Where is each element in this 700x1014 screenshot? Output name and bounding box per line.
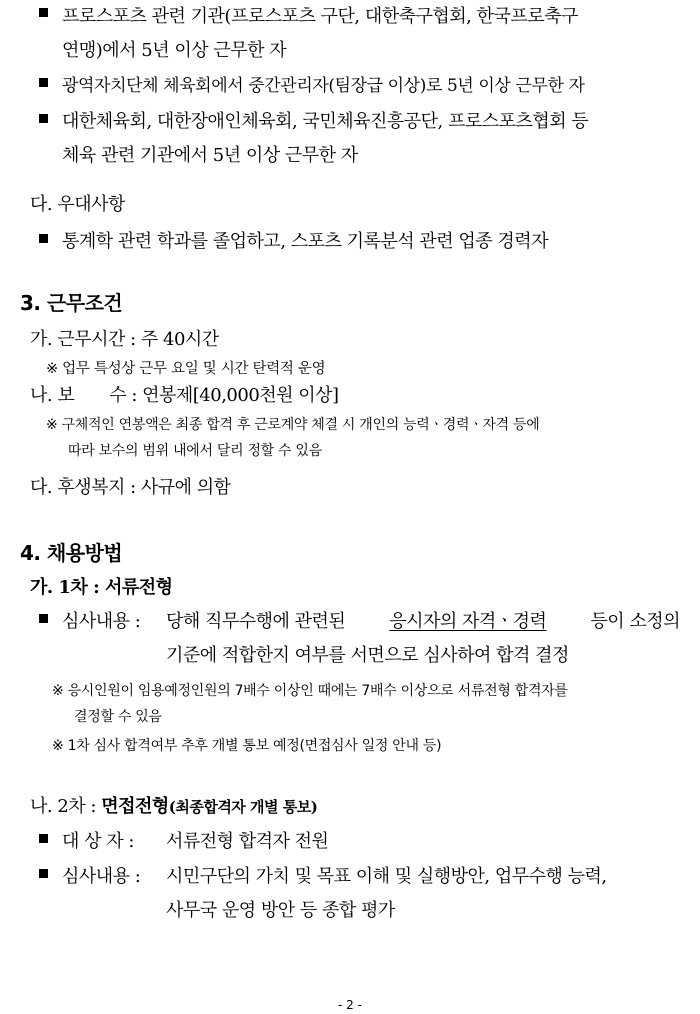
bullet-square <box>39 234 48 243</box>
stage1-content-post: 등이 소정의 <box>590 611 680 632</box>
stage2-content-line2: 사무국 운영 방안 등 종합 평가 <box>166 900 395 921</box>
bullet-square <box>39 78 48 87</box>
stage1-content-pre: 당해 직무수행에 관련된 <box>166 611 346 632</box>
stage2-target-value: 서류전형 합격자 전원 <box>166 831 329 852</box>
bullet-square <box>39 8 48 17</box>
stage1-note1-line1: ※ 응시인원이 임용예정인원의 7배수 이상인 때에는 7배수 이상으로 서류전형 합격자를 <box>52 683 568 699</box>
preference-item: 통계학 관련 학과를 졸업하고, 스포츠 기록분석 관련 업종 경력자 <box>62 231 549 252</box>
preference-heading: 다. 우대사항 <box>30 194 125 215</box>
qualification-item-1-line1: 프로스포츠 관련 기관(프로스포츠 구단, 대한축구협회, 한국프로축구 <box>62 6 578 27</box>
qualification-item-2-line1: 광역자치단체 체육회에서 중간관리자(팀장급 이상)로 5년 이상 근무한 자 <box>62 76 585 96</box>
bullet-square <box>39 114 48 123</box>
stage1-content-underlined: 응시자의 자격ㆍ경력 <box>389 611 547 632</box>
work-hours: 가. 근무시간 : 주 40시간 <box>30 329 219 350</box>
section-heading-conditions: 3. 근무조건 <box>20 291 123 315</box>
salary: 나. 보 수 : 연봉제[40,000천원 이상] <box>30 385 339 406</box>
stage1-content-line2: 기준에 적합한지 여부를 서면으로 심사하여 합격 결정 <box>166 645 569 666</box>
bullet-square <box>39 834 48 843</box>
stage1-note1-line2: 결정할 수 있음 <box>74 709 162 725</box>
stage1-content-line1 <box>166 607 680 633</box>
stage1-note2: ※ 1차 심사 합격여부 추후 개별 통보 예정(면접심사 일정 안내 등) <box>52 738 442 754</box>
stage1-content-label: 심사내용 : <box>62 611 141 632</box>
qualification-item-3-line2: 체육 관련 기관에서 5년 이상 근무한 자 <box>62 145 358 166</box>
bullet-square <box>39 614 48 623</box>
stage2-heading-suffix: (최종합격자 개별 통보) <box>168 798 318 816</box>
salary-note-line1: ※ 구체적인 연봉액은 최종 합격 후 근로계약 체결 시 개인의 능력ㆍ경력ㆍ자격 등에 <box>46 417 540 433</box>
salary-note-line2: 따라 보수의 범위 내에서 달리 정할 수 있음 <box>68 443 322 459</box>
page-number: - 2 - <box>338 998 362 1012</box>
stage2-content-line1: 시민구단의 가치 및 목표 이해 및 실행방안, 업무수행 능력, <box>166 866 607 887</box>
qualification-item-3-line1: 대한체육회, 대한장애인체육회, 국민체육진흥공단, 프로스포츠협회 등 <box>62 111 589 132</box>
stage1-heading: 가. 1차 : 서류전형 <box>30 577 173 598</box>
qualification-item-1-line2: 연맹)에서 5년 이상 근무한 자 <box>62 40 287 61</box>
welfare: 다. 후생복지 : 사규에 의함 <box>30 477 231 498</box>
section-heading-method: 4. 채용방법 <box>20 541 123 565</box>
stage2-content-label: 심사내용 : <box>62 866 141 887</box>
stage2-heading-prefix: 나. 2차 : <box>30 796 102 817</box>
stage2-target-label: 대 상 자 : <box>62 831 134 852</box>
bullet-square <box>39 869 48 878</box>
stage2-heading-bold: 면접전형 <box>101 796 169 817</box>
work-hours-note: ※ 업무 특성상 근무 요일 및 시간 탄력적 운영 <box>46 361 326 377</box>
stage2-heading <box>30 792 317 818</box>
